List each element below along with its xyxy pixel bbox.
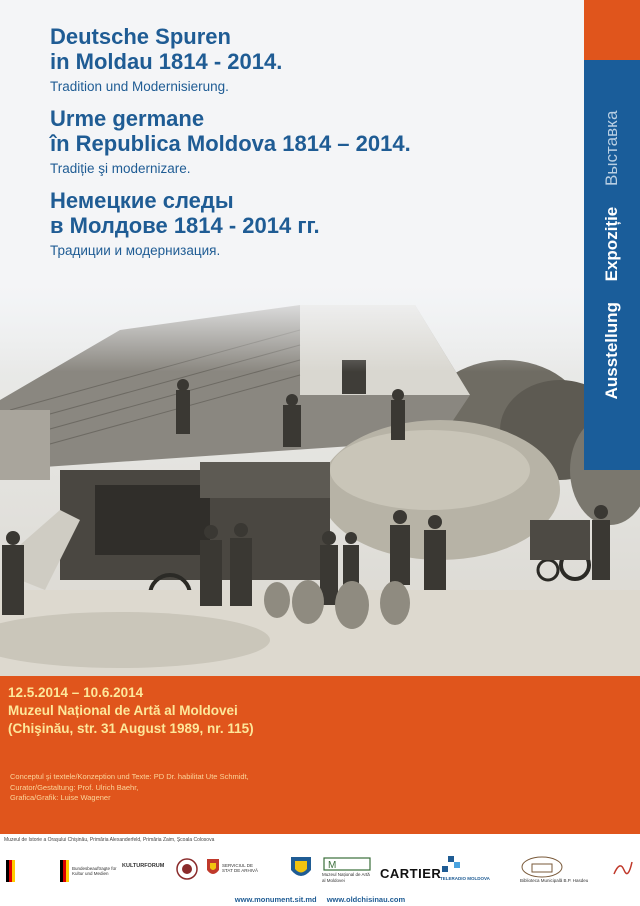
credits-line-3: Grafica/Grafik: Luise Wagener: [10, 793, 111, 802]
title-ru-line-2: в Молдове 1814 - 2014 гг.: [50, 213, 320, 238]
museum-icon: [322, 856, 372, 872]
logo-museum-caption: Muzeul Național de Artă al Moldovei: [322, 872, 370, 883]
logo-city-shield: [290, 856, 312, 882]
footer: [0, 834, 640, 906]
eagle-icon: [6, 860, 16, 882]
logo-kulturforum-text: KULTURFORUM: [122, 863, 165, 869]
credits: [10, 772, 249, 804]
event-info-band: [0, 676, 640, 834]
subtitle-de: Tradition und Modernisierung.: [50, 79, 229, 94]
logo-archive-caption: SERVICIUL DE STAT DE ARHIVĂ: [222, 862, 259, 873]
logo-signature: [612, 858, 634, 880]
signature-icon: [612, 858, 634, 880]
event-dates: 12.5.2014 – 10.6.2014: [8, 685, 144, 700]
coat-of-arms-icon: [206, 858, 220, 878]
tv-logo-icon: [440, 856, 466, 876]
title-block: [50, 24, 470, 270]
url-monument[interactable]: www.monument.sit.md: [234, 895, 317, 904]
logo-bund-kultur: [60, 860, 120, 882]
cartier-logo: CARTIER: [380, 866, 442, 881]
logo-archive-seal: [176, 858, 198, 880]
side-band-text: [602, 103, 622, 408]
logo-german-foreign-office: [6, 860, 16, 882]
side-word-ausstellung: Ausstellung: [602, 302, 621, 400]
logo-teleradio: [440, 856, 490, 882]
website-links: [0, 895, 640, 904]
logo-library: [520, 856, 590, 884]
shield-icon: [290, 856, 312, 882]
seal-icon: [176, 858, 198, 880]
title-ro-line-2: în Republica Moldova 1814 – 2014.: [50, 131, 411, 156]
logo-state-archive: [206, 858, 262, 878]
title-de-line-2: in Moldau 1814 - 2014.: [50, 49, 283, 74]
event-venue: Muzeul Național de Artă al Moldovei: [8, 703, 238, 718]
subtitle-ru: Традиции и модернизация.: [50, 243, 221, 258]
side-word-expozitie: Expoziție: [602, 206, 621, 282]
side-band-orange: [584, 0, 640, 60]
logo-kulturforum: [120, 864, 164, 870]
title-de-line-1: Deutsche Spuren: [50, 24, 231, 49]
logo-bund-caption: Bundesbeauftragte für Kultur und Medien: [72, 865, 117, 876]
subtitle-ro: Tradiție şi modernizare.: [50, 161, 191, 176]
logo-library-caption: Biblioteca Municipală B.P. Hasdeu: [520, 878, 589, 883]
flag-icon: [60, 860, 70, 882]
side-word-vystavka: Выставка: [602, 110, 621, 187]
url-oldchisinau[interactable]: www.oldchisinau.com: [326, 895, 406, 904]
svg-text:M: M: [328, 860, 337, 871]
partners-text: Muzeul de Istorie a Oraşului Chişinău, Primăria Alexanderfeld, Primăria Zaim, Şcoala Colosova: [4, 837, 215, 843]
title-ro-line-1: Urme germane: [50, 106, 205, 131]
logo-art-museum: [322, 856, 372, 883]
sponsor-logos: [0, 856, 640, 892]
logo-tv-caption: TELERADIO MOLDOVA: [440, 876, 490, 881]
title-ru-line-1: Немецкие следы: [50, 188, 234, 213]
event-address: (Chişinău, str. 31 August 1989, nr. 115): [8, 721, 254, 736]
credits-line-1: Conceptul şi textele/Konzeption und Texte: PD Dr. habilitat Ute Schmidt,: [10, 772, 249, 781]
library-building-icon: [520, 856, 564, 878]
credits-line-2: Curator/Gestaltung: Prof. Ulrich Baehr,: [10, 782, 139, 792]
event-details: [8, 684, 254, 738]
